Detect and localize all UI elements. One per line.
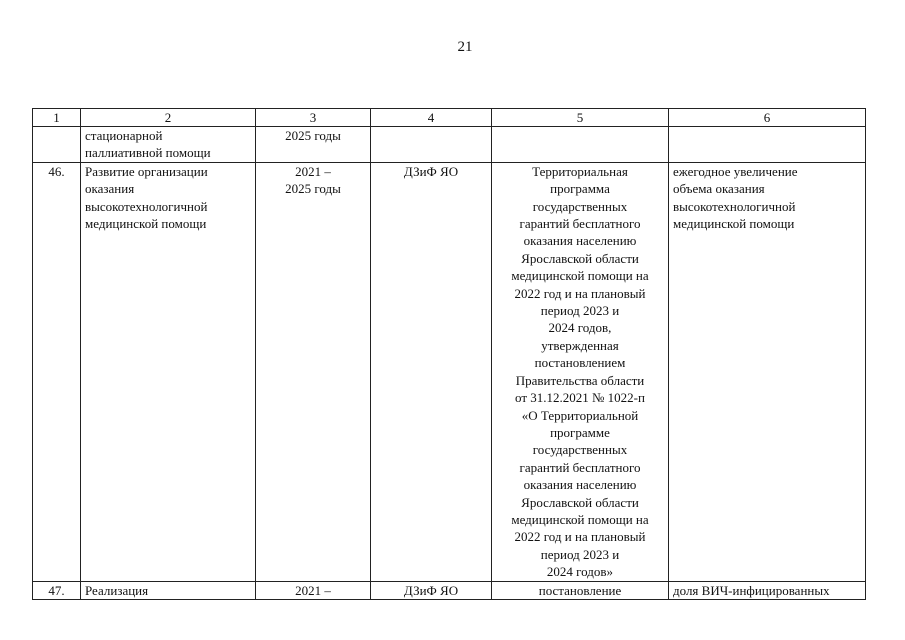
column-header-4: 4 [371, 109, 492, 127]
executor-cell: ДЗиФ ЯО [371, 581, 492, 599]
indicator-cell [669, 127, 866, 163]
column-header-3: 3 [256, 109, 371, 127]
row-number-cell: 46. [33, 162, 81, 581]
page-number: 21 [457, 39, 473, 55]
document-cell [492, 127, 669, 163]
executor-cell: ДЗиФ ЯО [371, 162, 492, 581]
column-header-5: 5 [492, 109, 669, 127]
table-row [33, 127, 866, 163]
column-header-6: 6 [669, 109, 866, 127]
measures-table [32, 108, 866, 600]
table-row [33, 581, 866, 599]
measure-name-cell: Реализация [81, 581, 256, 599]
indicator-cell: доля ВИЧ-инфицированных [669, 581, 866, 599]
period-cell: 2025 годы [256, 127, 371, 163]
column-header-2: 2 [81, 109, 256, 127]
measure-name-cell: Развитие организации оказания высокотехнологичной медицинской помощи [81, 162, 256, 581]
row-number-cell: 47. [33, 581, 81, 599]
table-header-row [33, 109, 866, 127]
document-cell: постановление [492, 581, 669, 599]
indicator-cell: ежегодное увеличение объема оказания высокотехнологичной медицинской помощи [669, 162, 866, 581]
column-header-1: 1 [33, 109, 81, 127]
document-cell: Территориальная программа государственных гарантий бесплатного оказания населению Ярославской области медицинской помощи на 2022 год и на плановый период 2023 и 2024 годов, утвержденная постановлением Правительства области от 31.12.2021 № 1022-п «О Территориальной программе государственных гарантий бесплатного оказания населению Ярославской области медицинской помощи на 2022 год и на плановый период 2023 и 2024 годов» [492, 162, 669, 581]
period-cell: 2021 – 2025 годы [256, 162, 371, 581]
period-cell: 2021 – [256, 581, 371, 599]
measure-name-cell: стационарной паллиативной помощи [81, 127, 256, 163]
executor-cell [371, 127, 492, 163]
row-number-cell [33, 127, 81, 163]
table-row [33, 162, 866, 581]
